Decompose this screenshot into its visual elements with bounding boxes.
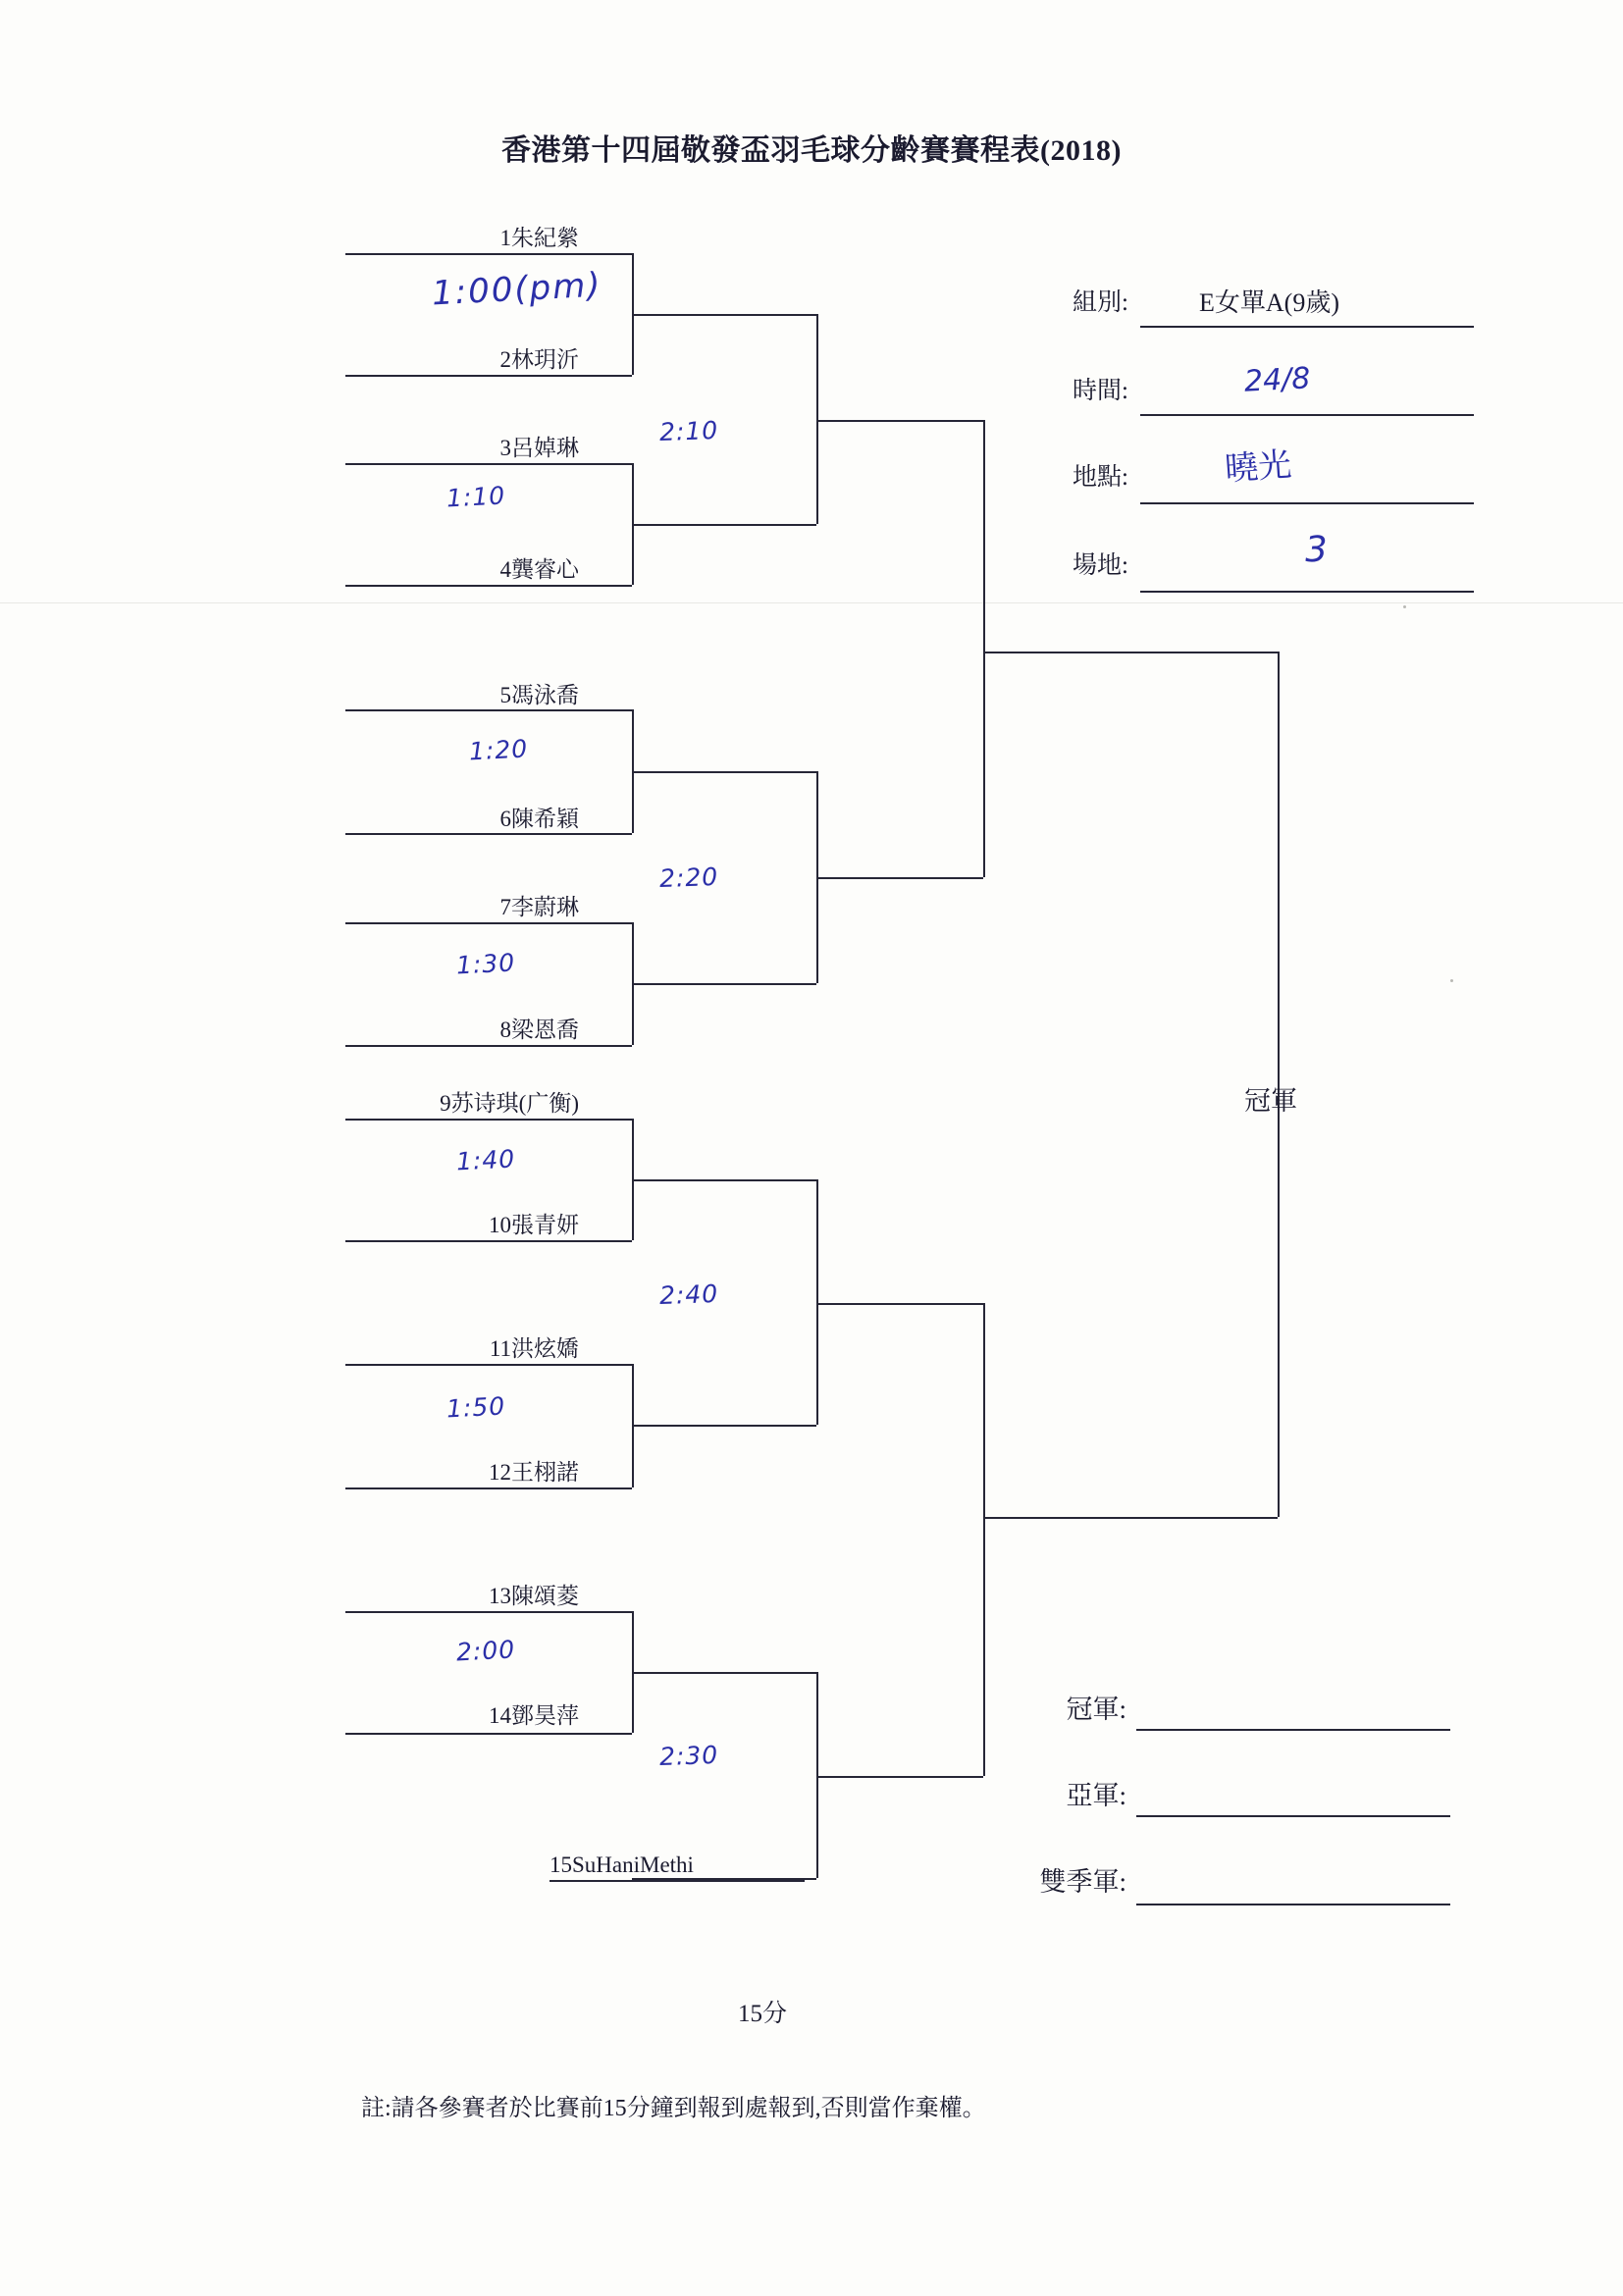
bracket-entry-12: 12王栩諾: [489, 1460, 579, 1485]
result-label-champion: 冠軍:: [1066, 1695, 1126, 1724]
match-time-r2-2: 2:20: [658, 861, 719, 894]
bracket-line: [345, 463, 632, 465]
bracket-line: [632, 1425, 816, 1427]
page-title: 香港第十四屆敬發盃羽毛球分齡賽賽程表(2018): [501, 134, 1122, 167]
match-time-r1-2: 1:10: [445, 481, 506, 513]
bracket-line: [816, 420, 983, 422]
bracket-line: [345, 1364, 632, 1366]
info-underline-court: [1140, 591, 1474, 593]
bracket-line: [816, 1776, 983, 1778]
match-time-r1-6: 1:50: [445, 1391, 506, 1424]
bracket-line: [632, 1878, 816, 1880]
match-time-r1-7: 2:00: [455, 1635, 516, 1667]
match-time-r1-4: 1:30: [455, 948, 516, 980]
bracket-line: [632, 314, 816, 316]
info-underline-date: [1140, 414, 1474, 416]
bracket-champion-label: 冠軍: [1244, 1086, 1297, 1116]
bracket-line: [345, 922, 632, 924]
bracket-line: [983, 1303, 985, 1776]
result-underline-runner-up: [1136, 1815, 1450, 1817]
interval-label: 15分: [738, 2001, 788, 2027]
bracket-entry-8: 8梁恩喬: [499, 1018, 579, 1042]
match-time-r1-3: 1:20: [468, 734, 529, 766]
bracket-line: [632, 524, 816, 526]
info-label-group: 組別:: [1073, 289, 1128, 316]
bracket-entry-7: 7李蔚琳: [499, 895, 579, 919]
bracket-entry-3: 3呂婥琳: [499, 436, 579, 460]
info-label-venue: 地點:: [1073, 464, 1128, 491]
bracket-line: [345, 585, 632, 587]
bracket-line: [345, 1045, 632, 1047]
result-label-third: 雙季軍:: [1039, 1867, 1126, 1897]
bracket-line: [345, 375, 632, 377]
bracket-entry-2: 2林玥沂: [499, 347, 579, 372]
bracket-line: [345, 1733, 632, 1735]
match-time-r1-1: 1:00(pm): [431, 265, 603, 314]
bracket-line: [632, 1672, 816, 1674]
result-underline-champion: [1136, 1729, 1450, 1731]
bracket-line: [816, 314, 818, 524]
bracket-entry-15: 15SuHaniMethi: [550, 1852, 805, 1882]
bracket-entry-4: 4龔睿心: [499, 557, 579, 582]
bracket-line: [632, 983, 816, 985]
bracket-line: [816, 877, 983, 879]
info-value-court: 3: [1304, 529, 1329, 571]
bracket-line: [345, 253, 632, 255]
bracket-entry-14: 14鄧昊萍: [489, 1703, 579, 1728]
info-underline-venue: [1140, 502, 1474, 504]
bracket-entry-10: 10張青妍: [489, 1213, 579, 1237]
match-time-r2-4: 2:30: [658, 1740, 719, 1772]
bracket-line: [816, 1303, 983, 1305]
bracket-entry-11: 11洪炫嬌: [489, 1336, 579, 1361]
bracket-line: [816, 1179, 818, 1425]
info-underline-group: [1140, 326, 1474, 328]
bracket-entry-13: 13陳頌菱: [489, 1584, 579, 1608]
bracket-entry-5: 5馮泳喬: [499, 683, 579, 707]
match-time-r1-5: 1:40: [455, 1144, 516, 1176]
info-value-venue: 曉光: [1223, 444, 1293, 490]
bracket-line: [345, 1240, 632, 1242]
match-time-r2-1: 2:10: [658, 415, 719, 447]
bracket-line: [345, 1487, 632, 1489]
bracket-line: [345, 1119, 632, 1121]
bracket-line: [816, 1672, 818, 1878]
match-time-r2-3: 2:40: [658, 1278, 719, 1311]
bracket-entry-1: 1朱紀縈: [499, 226, 579, 250]
bracket-line: [983, 1517, 1278, 1519]
footer-note: 註:請各參賽者於比賽前15分鐘到報到處報到,否則當作棄權。: [361, 2096, 986, 2121]
bracket-line: [632, 1179, 816, 1181]
info-label-court: 場地:: [1073, 552, 1128, 579]
info-value-date: 24/8: [1243, 361, 1312, 399]
bracket-line: [345, 1611, 632, 1613]
bracket-line: [345, 709, 632, 711]
bracket-entry-6: 6陳希穎: [499, 807, 579, 831]
result-underline-third: [1136, 1904, 1450, 1905]
bracket-line: [345, 833, 632, 835]
result-label-runner-up: 亞軍:: [1066, 1781, 1126, 1810]
info-value-group: E女單A(9歲): [1199, 288, 1339, 317]
info-label-date: 時間:: [1073, 378, 1128, 404]
bracket-entry-9: 9苏诗琪(广衡): [440, 1091, 579, 1116]
bracket-line: [632, 771, 816, 773]
bracket-line: [983, 652, 1278, 653]
